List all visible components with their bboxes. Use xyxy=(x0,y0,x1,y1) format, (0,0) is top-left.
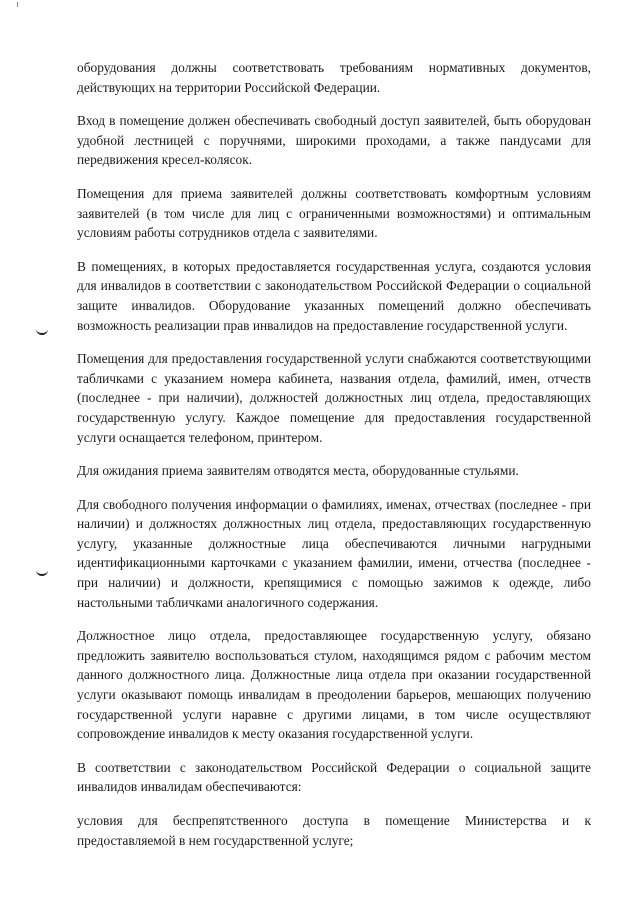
paragraph: В соответствии с законодательством Российской Федерации о социальной защите инвалидов инвалидам обеспечиваются: xyxy=(77,759,591,795)
margin-tick-mark xyxy=(36,325,48,335)
paragraph: Помещения для приема заявителей должны соответствовать комфортным условиям заявителей (в том числе для лиц с ограниченными возможностями) и оптимальным условиям работы сотрудников отдела с заявителями. xyxy=(77,185,591,241)
paragraph: В помещениях, в которых предоставляется государственная услуга, создаются условия для инвалидов в соответствии с законодательством Российской Федерации о социальной защите инвалидов. Оборудование указанных помещений должно обеспечивать возможность реализации прав инвалидов на предоставление государственной услуги. xyxy=(77,258,591,333)
paragraph: Вход в помещение должен обеспечивать свободный доступ заявителей, быть оборудован удобной лестницей с поручнями, широкими проходами, а также пандусами для передвижения кресел-колясок. xyxy=(77,113,591,168)
scan-artifact xyxy=(17,2,18,7)
paragraph: условия для беспрепятственного доступа в помещение Министерства и к предоставляемой в нем государственной услуге; xyxy=(77,813,591,848)
document-page xyxy=(77,58,591,864)
paragraph: Для свободного получения информации о фамилиях, именах, отчествах (последнее - при наличии) и должностях должностных лиц отдела, предоставляющих государственную услугу, указанные должностные лица обеспечиваются личными нагрудными идентификационными карточками с указанием фамилии, имени, отчества (последнее - при наличии) и должности, крепящимися с помощью зажимов к одежде, либо настольными табличками аналогичного содержания. xyxy=(77,496,591,610)
paragraph: Должностное лицо отдела, предоставляющее государственную услугу, обязано предложить заявителю воспользоваться стулом, находящимся рядом с рабочим местом данного должностного лица. Должностные лица отдела при оказании государственной услуги оказывают помощь инвалидам в преодолении барьеров, мешающих получению государственной услуги наравне с другими лицами, в том числе осуществляют сопровождение инвалидов к месту оказания государственной услуги. xyxy=(77,628,591,742)
paragraph: оборудования должны соответствовать требованиям нормативных документов, действующих на территории Российской Федерации. xyxy=(77,60,591,95)
paragraph: Для ожидания приема заявителям отводятся места, оборудованные стульями. xyxy=(77,463,519,479)
paragraph: Помещения для предоставления государственной услуги снабжаются соответствующими табличками с указанием номера кабинета, названия отдела, фамилий, имен, отчеств (последнее - при наличии), должностей должностных лиц отдела, предоставляющих государственную услугу. Каждое помещение для предоставления государственной услуги оснащается телефоном, принтером. xyxy=(77,351,591,445)
margin-tick-mark xyxy=(36,566,48,576)
